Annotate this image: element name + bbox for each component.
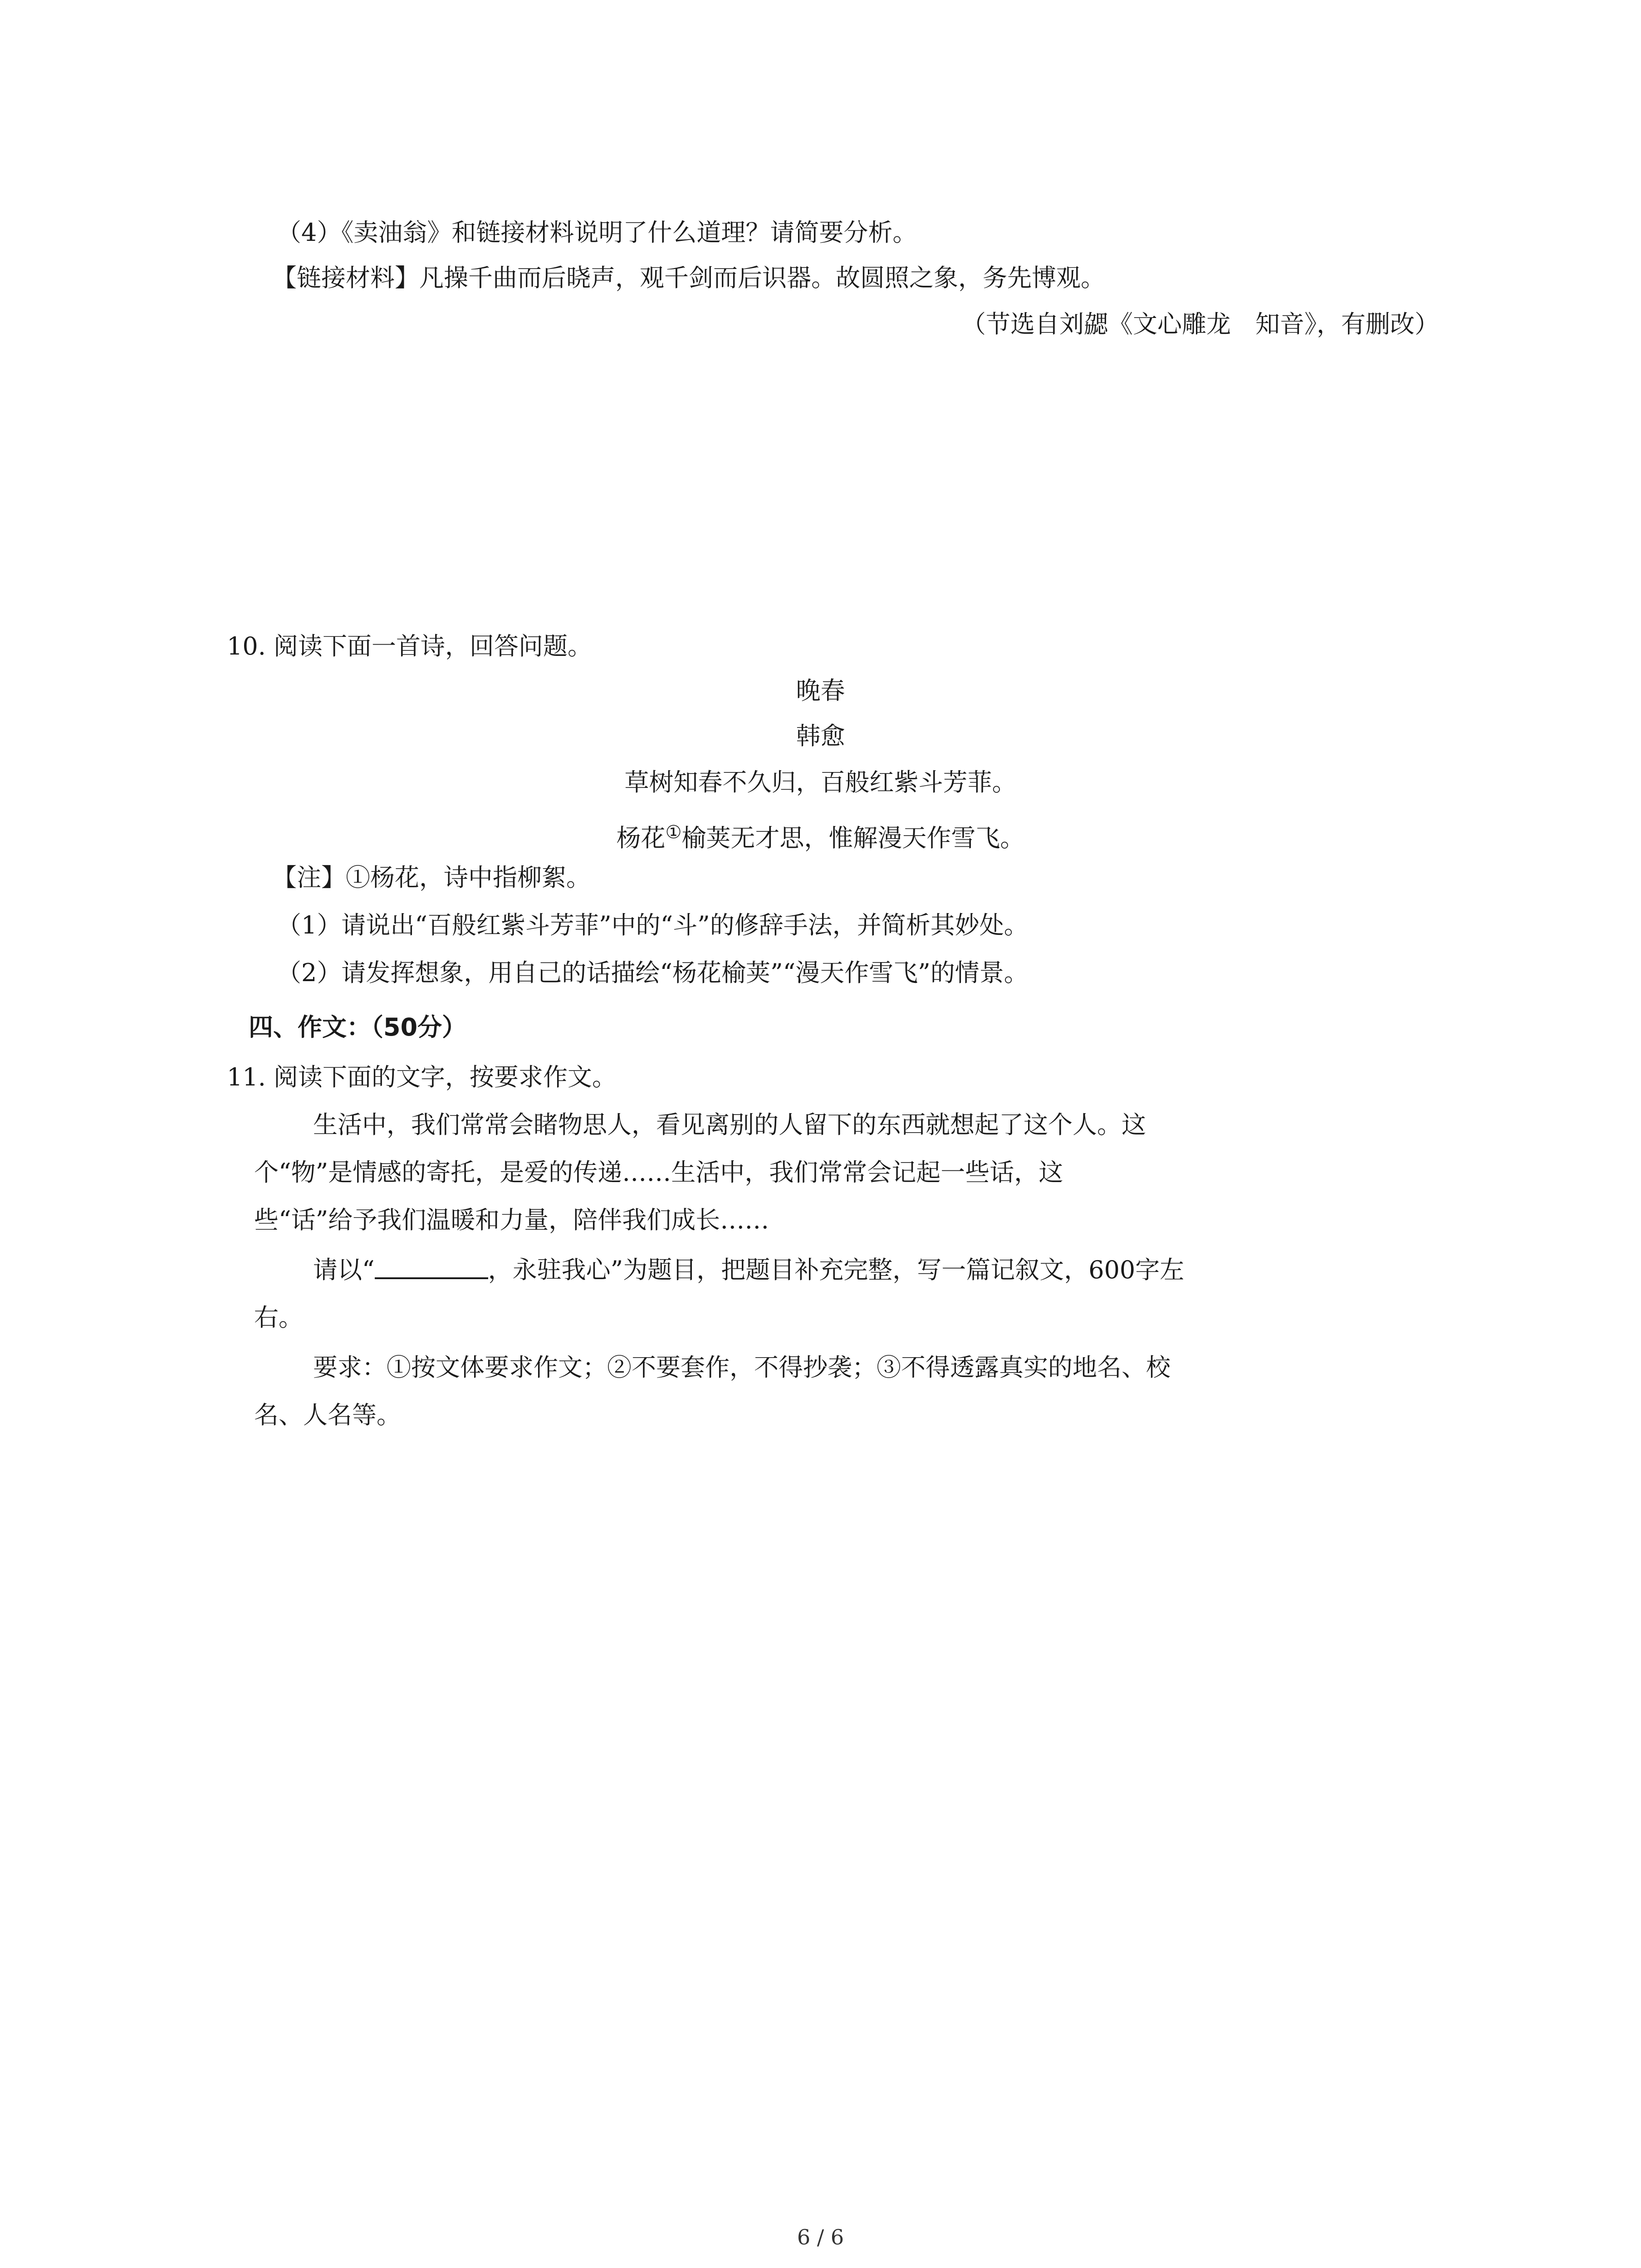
poem-title: 晚春 bbox=[796, 676, 845, 705]
q10-note: 【注】①杨花，诗中指柳絮。 bbox=[272, 863, 591, 892]
section-heading-composition: 四、作文：（50分） bbox=[249, 1013, 467, 1041]
poem-line-2-end: 榆荚无才思，惟解漫天作雪飞。 bbox=[681, 824, 1025, 852]
q11-prompt-line1 bbox=[313, 1254, 1184, 1286]
q9-source: （节选自刘勰《文心雕龙 知音》，有删改） bbox=[961, 310, 1439, 338]
q11-para1-line2: 个“物”是情感的寄托，是爱的传递……生活中，我们常常会记起一些话，这 bbox=[254, 1158, 1063, 1187]
title-blank bbox=[375, 1256, 488, 1279]
poem-line-2 bbox=[0, 816, 1641, 854]
page-number: 6 / 6 bbox=[797, 2225, 844, 2249]
footnote-mark: ① bbox=[665, 822, 682, 843]
prompt-end: ，永驻我心”为题目，把题目补充完整，写一篇记叙文，600字左 bbox=[488, 1256, 1185, 1284]
q11-requirements-line2: 名、人名等。 bbox=[254, 1401, 401, 1429]
q9-link-material: 【链接材料】凡操千曲而后晓声，观千剑而后识器。故圆照之象，务先博观。 bbox=[272, 264, 1105, 292]
q9-subquestion-4: （4）《卖油翁》和链接材料说明了什么道理？请简要分析。 bbox=[277, 218, 917, 247]
poem-line-1: 草树知春不久归，百般红紫斗芳菲。 bbox=[624, 768, 1017, 797]
q10-subquestion-1: （1）请说出“百般红紫斗芳菲”中的“斗”的修辞手法，并简析其妙处。 bbox=[277, 911, 1029, 939]
q11-para1-line3: 些“话”给予我们温暖和力量，陪伴我们成长…… bbox=[254, 1206, 769, 1234]
poem-line-2-start: 杨花 bbox=[616, 824, 666, 852]
q11-prompt-line2: 右。 bbox=[254, 1303, 303, 1332]
q11-requirements-line1: 要求：①按文体要求作文；②不要套作，不得抄袭；③不得透露真实的地名、校 bbox=[313, 1353, 1171, 1382]
q11-para1-line1: 生活中，我们常常会睹物思人，看见离别的人留下的东西就想起了这个人。这 bbox=[313, 1110, 1146, 1139]
q10-stem: 10. 阅读下面一首诗，回答问题。 bbox=[227, 632, 593, 660]
poem-author: 韩愈 bbox=[796, 722, 845, 750]
q10-subquestion-2: （2）请发挥想象，用自己的话描绘“杨花榆荚”“漫天作雪飞”的情景。 bbox=[277, 958, 1029, 987]
prompt-start: 请以“ bbox=[313, 1256, 375, 1284]
q11-stem: 11. 阅读下面的文字，按要求作文。 bbox=[227, 1063, 617, 1091]
